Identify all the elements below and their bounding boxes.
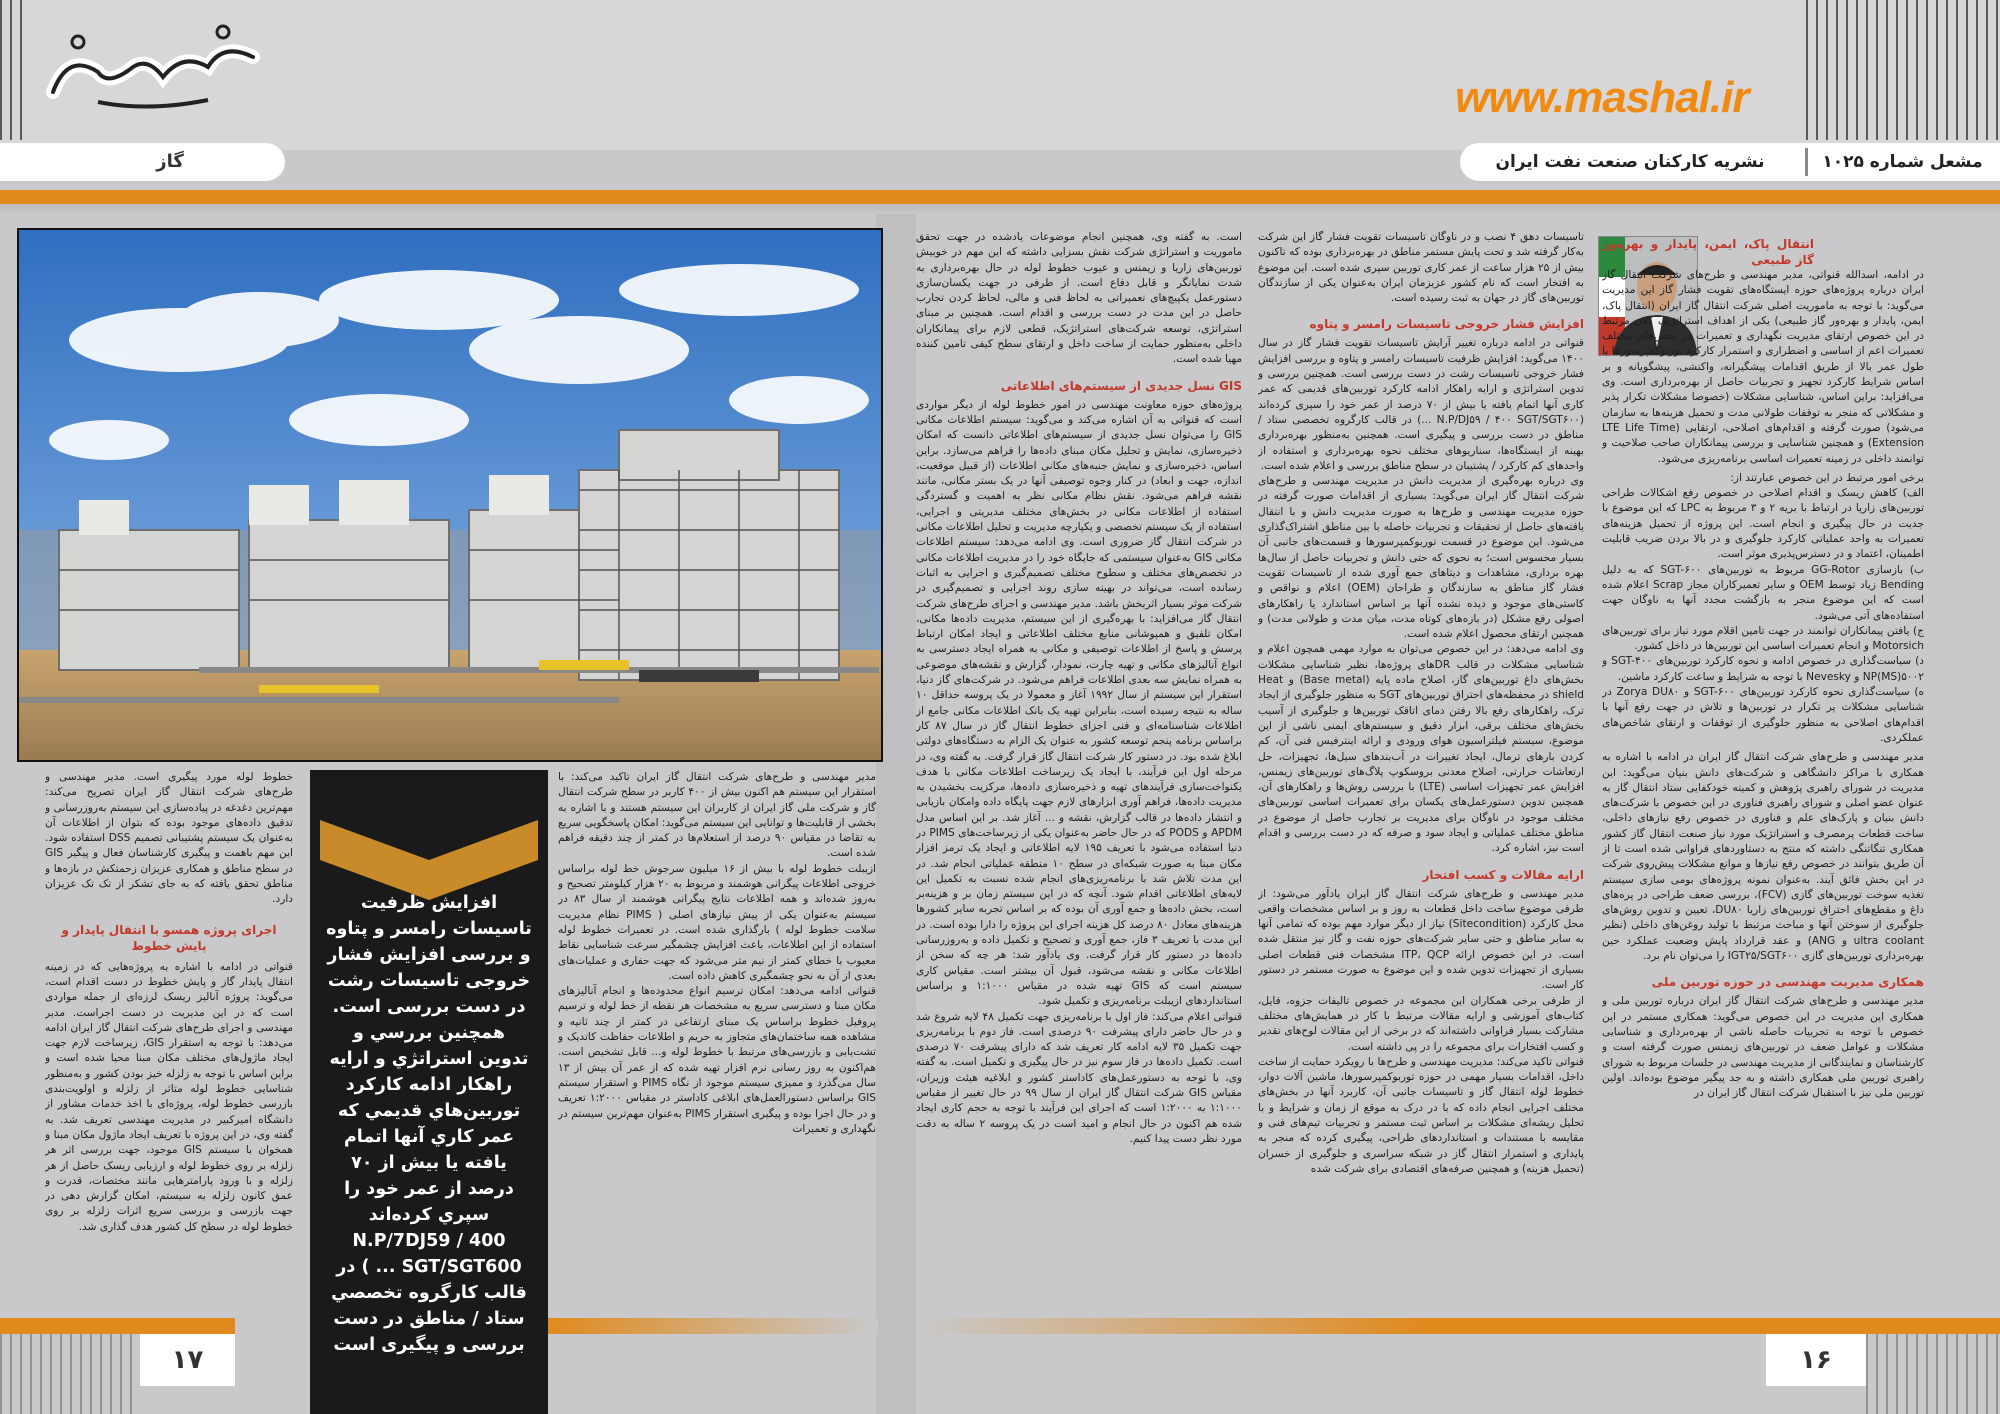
right-col3-paragraph-1: است. به گفته وی، همچنین انجام موضوعات یادشده در جهت تحقق ماموریت و استراتژی شرکت نقش بسزایی داشته که این مهم در خوبیش توربین‌های زاریا و زیمنس و عیوب خطوط لوله در حال بهره‌برداری به شدت نمایانگر و قابل دفاع است. از طرفی در جهت یکسان‌سازی دستورعمل یکپیچ‌های تعمیراتی به لحاظ فنی و مالی، لحاظ کردن تجارب حاصل در این مدت در دست بررسی و اقدام است. همچنین بر مبنای استراتژی، توسعه شرکت‌های استراتژیک، قطعی لازم برای پیمانکاران داخلی به‌منظور حمایت از ساخت داخل و ارتقای سطح کیفی تامین کننده مهیا شده است. <box>916 231 1242 366</box>
left-footer-bar-ext <box>548 1318 878 1334</box>
left-footer-bar <box>0 1318 235 1334</box>
decorative-stripes-right <box>1806 0 2000 140</box>
pull-quote-panel <box>310 770 548 1414</box>
header-divider <box>1805 148 1808 176</box>
left-col1-paragraph: مدیر مهندسی و طرح‌های شرکت انتقال گاز ایران تاکید می‌کند: با استقرار این سیستم هم اکنون بیش از ۴۰۰ کاربر در سطح شرکت انتقال گاز و شرکت ملی گاز ایران از کاربران این سیستم هستند و با اشاره به بخشی از قابلیت‌ها و توانایی این سیستم می‌گوید: امکان پاسخگویی سریع به تقاضا در مقیاس ۹۰ درصد از استعلام‌ها در کمتر از چند دقیقه فراهم شده است. ازیبلت خطوط لوله با بیش از ۱۶ میلیون سرجوش خط لوله براساس خروجی اطلاعات پیگرانی هوشمند و مربوط به ۲۰ هزار کیلومتر تصحیح و به‌روز شده‌اند و همه اطلاعات نتایج پیگرانی هوشمند از سال ۸۳ در سیستم به‌عنوان یکی از پیش نیازهای اصلی ( PIMS نظام مدیریت سلامت خطوط لوله ) بارگذاری شده است. در تعمیرات خطوط لوله استفاده از این اطلاعات، باعث افزایش چشمگیر سرعت شناسایی نقاط معیوب با خطای کمتر از نیم متر می‌شود که جهت حفاری و عملیات‌های بعدی از آن به نحو چشمگیری کاهش داده است. قنواتی ادامه می‌دهد: امکان ترسیم انواع محدوده‌ها و انجام آنالیزهای مکان مبنا و دسترسی سریع به مشخصات هر نقطه از خط لوله و ترسیم پروفیل خطوط براساس یک مبنای ارتفاعی در کمتر از چند ثانیه و مشاهده همه ساختمان‌های متجاوز به حریم و اطلاعات حفاظت کاتدیک و تشت‌یابی و بازرسی‌های مرتبط با خطوط لوله و... قابل تشخیص است. هم‌اکنون به روز رسانی نرم افزار تهیه شده که از عمر آن بیش از ۱۳ سال می‌گذرد و ممیزی سیستم موجود از نگاه PIMS و استقرار سیستم GIS براساس دستورالعمل‌های ابلاغی کاداستر در مقیاس ۱:۲۰۰۰ تعریف و در حال اجرا بوده و پیگیری استقرار PIMS به‌عنوان مهم‌ترین سیستم در نگهداری و تعمیرات <box>558 771 876 1135</box>
right-col2-paragraph-2: قنواتی در ادامه درباره تغییر آرایش تاسیسات تقویت فشار گاز در سال ۱۴۰۰ می‌گوید: افزایش ظرفیت تاسیسات رامسر و پتاوه و بررسی افزایش فشار خروجی تاسیسات رشت در دست بررسی است. همچنین بررسی و تدوین استراتژی و ارایه راهکار ادامه کارکرد توربین‌های قدیمی که عمر کاری آنها اتمام یافته یا بیش از ۷۰ درصد از عمر خود را سپری کرده‌اند (N.P/DJ۵۹ / ۴۰۰ SGT/SGT۶۰۰ ...) در قالب کارگروه تخصصی ستاد / مناطق در دست بررسی و پیگیری است. همچنین به‌منظور بهره‌برداری بهینه از ایستگاه‌ها، سناریوهای مختلف نحوه بهره‌برداری و استفاده از واحدهای کم کارکرد / پشتیبان در سطح مناطق بررسی و اعلام شده است. وی درباره بهره‌گیری از مدیریت دانش در مدیریت مهندسی و طرح‌های شرکت انتقال گاز ایران می‌گوید: بسیاری از اقدامات صورت گرفته در حوزه مدیریت مهندسی و طرح‌ها به صورت مدیریت دانش و با انتقال یافته‌های حاصل از تحقیقات و تجربیات حاصله با بین مناطق اشتراک‌گذاری می‌شود. این موضوع در قسمت توربوکمپرسورها و قسمت‌های جانبی آن بسیار محسوس است؛ به نحوی که حتی دانش و تجربیات حاصل از سال‌ها بهره برداری، مشاهدات و دیتاهای جمع آوری شده از تاسیسات تقویت فشار گاز مناطق به سازندگان و طراحان (OEM) اعلام و نواقص و کاستی‌های موجود و دیده نشده آنها بر اساس استاندارد یا راهکارهای اصولی رفع مشکل (در بازه‌های کوتاه مدت، میان مدت و طولانی مدت) و همچنین ارتقای محصول اعلام شده است. وی ادامه می‌دهد: در این خصوص می‌توان به موارد مهمی همچون اعلام و شناسایی مشکلات در قالب DRهای پروژه‌ها، نظیر شناسایی مشکلات بخش‌های داغ توربین‌های گاز، اصلاح ماده پایه (Base metal) و Heat shield در محفظه‌های احتراق توربین‌های SGT به منظور جلوگیری از ایجاد ترک، راهکارهای رفع بالا رفتن دمای اتاقک توربین‌ها و جلوگیری از آسیب بخش‌های مختلف برقی، ابزار دقیق و سیستم‌های ایمنی ناشی از این موضوع، سیستم فیلتراسیون هوای ورودی و ارائه اینترفیس فنی آن، کم کردن بارهای ترمال، ایجاد تغییرات در آب‌بندهای سیل‌ها، تجهیزات، حل ارتعاشات حرارتی، اصلاح معدنی بروسکوپ پلاگ‌های توربین‌های زیمنس، افزایش عمر تجهیزات اساسی (LTE) با بررسی روش‌ها و راهکارهای آن، همچنین تدوین دستورعمل‌های یکسان برای تعمیرات اساسی توربین‌های مختلف موجود در ناوگان برای مدیریت بر تجارب حاصل از موضوع در مناطق مختلف عملیاتی و ایجاد سود و صرفه که در دست بررسی و اقدام است نیز، اشاره کرد. <box>1258 337 1584 855</box>
right-col1-heading-2: همکاری مدیریت مهندسی در حوزه توربین ملی <box>1651 975 1924 990</box>
publication-name: نشریه کارکنان صنعت نفت ایران <box>1495 152 1765 172</box>
website-url[interactable]: www.mashal.ir <box>1455 73 1749 122</box>
logo[interactable] <box>38 12 268 122</box>
right-page-number: ۱۶ <box>1800 1345 1832 1375</box>
right-page-column-3 <box>916 230 1242 1316</box>
right-col3-paragraph-2: پروژه‌های حوزه معاونت مهندسی در امور خطوط لوله از دیگر مواردی است که قنواتی به آن اشاره می‌کند و می‌گوید: سیستم اطلاعات مکانی GIS را می‌توان نسل جدیدی از سیستم‌های اطلاعاتی دانست که امکان ذخیره‌سازی، نمایش و تحلیل مکان مبنای داده‌ها را فراهم می‌سازد. براین اساس، ذخیره‌سازی و نمایش جنبه‌های مکانی اطلاعات (از قبیل موقعیت، اندازه، جهت و ابعاد) در کنار وجوه توصیفی آنها در یک بستر مکانی، مانند نقشه فراهم می‌شود. نقش نظام مکانی نظر به اهمیت و گستردگی استفاده از اطلاعات مکانی در بخش‌های مختلف مدیریتی و اجرایی، استفاده از یک سیستم تخصصی و یکپارچه مدیریت و تحلیل اطلاعات مکانی در شرکت انتقال گاز ضروری است. وی ادامه می‌دهد: سیستم اطلاعات مکانی GIS به‌عنوان سیستمی که جایگاه خود را در مدیریت اطلاعات مکانی در تخصص‌های مختلف و سطوح مختلف تصمیم‌گیری و اجرایی به اثبات رسانده است، می‌تواند در بهینه سازی روند اجرایی و تصمیم‌گیری در شرکت موثر بسیار اثربخش باشد. مدیر مهندسی و اجرای طرح‌های شرکت انتقال گاز می‌افزاید: با بهره‌گیری از این سیستم، مدیریت داده‌ها مکانی، امکان تلفیق و همپوشانی منابع مختلف اطلاعاتی و ایجاد امکان ارتباط پرسش و پاسخ از اطلاعات توصیفی و مکانی به همراه ایجاد دسترسی به انواع آنالیزهای مکانی و تهیه چارت، نمودار، گزارش و نقشه‌های موضوعی به همراه نمایش سه بعدی اطلاعات فراهم می‌شود. در شرکت‌های گاز دنیا، استقرار این سیستم از سال ۱۹۹۲ آغاز و معمولا در یک پروسه حداقل ۱۰ ساله به نتیجه رسیده است، بنابراین تهیه یک بانک اطلاعات مکانی جامع از اطلاعات شناسنامه‌ای و فنی اجزای خطوط انتقال گاز در سال ۸۷ کار براساس برنامه پنجم توسعه کشور به عنوان یک الزام به دستگاه‌های دولتی ابلاغ شده بود. در دستور کار شرکت انتقال گاز قرار گرفت. به گفته وی، در مرحله اول این فرآیند، با ایجاد یک زیرساخت اطلاعات مکانی با هدف یکنواخت‌سازی فرآیندهای تهیه و ذخیره‌سازی داده‌ها، مرکزیت بخشیدن به مدیریت داده‌ها، فراهم آوری ابزارهای لازم جهت پایگاه داده وامکان بازیابی و انتشار داده‌ها در قالب گزارش، نقشه و ... آغاز شد. بر این اساس مدل APDM و PODS که در حال حاضر به‌عنوان یکی از زیرساخت‌های PIMS در دنیا استفاده می‌شود با تعریف ۱۹۵ لایه اطلاعاتی و ایجاد یک ترمز افزار مکان مبنا به صورت شبکه‌ای در سطح ۱۰ منطقه عملیاتی انجام شد. در این مدت تلاش شد با برنامه‌ریزی‌های انجام شده نسبت به تکمیل این لایه‌های اطلاعاتی اقدام شود. آنچه که در این سیستم زمان بر و هزینه‌بر است، بخش داده‌ها و جمع آوری آن بوده که بر اساس تجربه سایر کشورها هزینه‌های معادل ۸۰ درصد کل هزینه اجرای این پروژه را دارا بوده است. در این مدت با تعریف ۳ فاز، جمع آوری و تصحیح و تکمیل داده و به‌روزرسانی داده‌ها در دستور کار قرار گرفت. وی یادآور شد: هر چه که سخن از اطلاعات مکانی و نقشه می‌شود، قبول آن بیشتر است. مقیاس کاری سیستم است که GIS تهیه شده در مقیاس ۱:۱۰۰۰ و براساس استانداردهای ازیبلت برنامه‌ریزی و تکمیل شود. قنواتی اعلام می‌کند: فاز اول با برنامه‌ریزی جهت تکمیل ۴۸ لایه شروع شد و در حال حاضر دارای پیشرفت ۹۰ درصدی است. فاز دوم با برنامه‌ریزی جهت تکمیل ۳۵ لایه ادامه کار تعریف شد که دارای پیشرفت ۷۰ درصدی است. تکمیل داده‌ها در فاز سوم نیز در حال پیگیری و تکمیل است. به گفته وی، با توجه به دستورعمل‌های کاداستر کشور و ابلاغیه هیئت وزیران، مقیاس GIS شرکت انتقال گاز ایران از سال ۹۹ در حال تغییر از مقیاس ۱:۱۰۰۰ به ۱:۲۰۰۰ است که اجرای این فرآیند با توجه به حجم کاری ایجاد شده هم اکنون در حال انجام و امید است در یک پروسه ۲ ساله به دقت مورد نظر دست پیدا کنیم. <box>916 398 1242 1145</box>
left-col2-heading: اجرای پروژه همسو با انتقال پایدار و پایش خطوط <box>61 922 277 953</box>
decorative-stripes-left <box>0 0 26 140</box>
compressor-station-photo <box>17 228 883 762</box>
accent-bar-fade <box>0 204 2000 214</box>
left-col2-paragraph-2: قنواتی در ادامه با اشاره به پروژه‌هایی که در زمینه انتقال پایدار گاز و پایش خطوط در دست اقدام است، می‌گوید: پروژه آنالیز ریسک لرزه‌ای از جمله مواردی است که در این مدیریت در دست اجراست. مدیر مهندسی و اجرای طرح‌های شرکت انتقال گاز ایران ادامه می‌دهد: با توجه به استقرار GIS، زیرساخت لازم جهت ایجاد ماژول‌های مختلف مکان مبنا محیا شده است و براین اساس با توجه به زلزله خیز بودن کشور و به‌منظور شناسایی خطوط لوله متاثر از زلزله و اولویت‌بندی بازرسی خطوط لوله، پروژه‌ای با اخذ خدمات مشاور از دانشگاه امیرکبیر در مدیریت مهندسی تعریف شد. به گفته وی، در این پروژه با تعریف ایجاد ماژول مکان مبنا و همخوان با سیستم GIS موجود، جهت بررسی اثر هر زلزله بر روی خطوط لوله و ارزیابی ریسک حاصل از هر زلزله و با ورود پارامترهایی مانند مختصات، قدرت و عمق کانون زلزله به سیستم، امکان گزارش دهی در جهت بازرسی و بررسی سریع اثرات زلزله بر روی خطوط لوله در سطح کل کشور هدف گذاری شد. <box>45 960 293 1233</box>
right-col1-heading-1: انتقال پاک، ایمن، پایدار و بهره‌ور گاز طبیعی <box>1602 237 1814 267</box>
right-col2-heading-1: افزایش فشار خروجی تاسیسات رامسر و پتاوه <box>1309 317 1584 332</box>
right-footer-bar <box>916 1318 1766 1334</box>
right-col1-paragraph-2: برخی امور مرتبط در این خصوص عبارتند از: الف) کاهش ریسک و اقدام اصلاحی در خصوص رفع اشکالات طراحی توربین‌های زاریا در ارتباط با بریه ۲ و ۳ مربوط به LPC که این موضوع با جدیت در حال پیگیری و انجام است. این پروژه از تحمیل هزینه‌های تعمیرات به واحد عملیاتی کارکرد جلوگیری و در بالا بردن ضریب قابلیت اطمینان، اعتماد و در دسترس‌پذیری موثر است. ب) بازسازی GG-Rotor مربوط به توربین‌های SGT-۶۰۰ که به دلیل Bending زیاد توسط OEM و سایر تعمیرکاران مجاز Scrap اعلام شده است که این موضوع منجر به بازگشت مجدد آنها به ناوگان جهت استفاده‌های آتی می‌شود. ج) یافتن پیمانکاران توانمند در جهت تامین اقلام مورد نیاز برای توربین‌های Motorsich و انجام تعمیرات اساسی این توربین‌ها در داخل کشور. د) سیاست‌گذاری در خصوص ادامه و نحوه کارکرد توربین‌های SGT-۴۰۰ و NP(MS)۵۰۰۲ و Nevesky با توجه به شرایط و ساعت کارکرد ماشین. ه) سیاست‌گذاری نحوه کارکرد توربین‌های SGT-۶۰۰ و Zorya DU۸۰ در شناسایی مشکلات پر تکرار در توربین‌ها و تلاش در جهت رفع آنها با اقدام‌های اصلاحی به منظور جلوگیری از توقفات و ارتقای شاخص‌های عملکردی. <box>1602 471 1924 744</box>
right-col3-heading-1: GIS نسل جدیدی از سیستم‌های اطلاعاتی <box>1000 378 1242 393</box>
section-label: گاز <box>156 151 184 172</box>
left-footer-stripes <box>0 1334 140 1414</box>
left-page-column-1 <box>558 770 876 1310</box>
right-page-column-2 <box>1258 230 1584 1316</box>
left-page-column-2 <box>45 770 293 1310</box>
accent-bar <box>0 190 2000 204</box>
right-page-column-1 <box>1602 236 1924 1316</box>
right-col2-paragraph-3: مدیر مهندسی و طرح‌های شرکت انتقال گاز ایران یادآور می‌شود: از طرفی موضوع ساخت داخل قطعات به روز و بر اساس مشخصات واقعی محل کارکرد (Sitecondition) نیاز از دیگر موارد مهم بوده که تمامی آنها به سایر مناطق و حتی سایر شرکت‌های حوزه نفت و گاز نیز منتقل شده است. در این خصوص ارائه ITP، QCP مشخصات فنی قطعات اصلی بسیاری از تجهیزات تدوین شده و این موضوع به صورت مستمر در دستور کار است. از طرفی برخی همکاران این مجموعه در خصوص تالیفات جزوه، فایل، کتاب‌های آموزشی و ارایه مقالات مرتبط با کار در همایش‌های مختلف مشارکت بسیار فراوانی داشته‌اند که در برخی از این مقالات لوح‌های تقدیر و کسب افتخارات برای مجموعه را در پی داشته است. قنواتی تاکید می‌کند: مدیریت مهندسی و طرح‌ها با رویکرد حمایت از ساخت داخل، اقدامات بسیار مهمی در حوزه توربوکمپرسورها، ماشین آلات دوار، خطوط لوله انتقال گاز و تاسیسات جانبی آن، کاربرد آنها در بخش‌های مختلف اجرایی انجام داده که با در درک به موقع از زمان و شرایط و با تحلیل ریشه‌ای مشکلات بر اساس ثبت مستمر و تجربیات تیم‌های فنی و مقایسه با مستندات و استانداردهای طراحی، پیگیری کرده که منجر به پایداری و استمرار انتقال گاز در شبکه سراسری و جلوگیری از خسران (تحمیل هزینه) و همچنین صرفه‌های اقتصادی برای شرکت شده <box>1258 887 1584 1175</box>
logo-graphic <box>38 12 268 122</box>
right-footer-bar-end <box>1766 1318 2000 1334</box>
right-col2-heading-2: ارایه مقالات و کسب افتخار <box>1422 867 1584 882</box>
right-col1-paragraph-3: مدیر مهندسی و طرح‌های شرکت انتقال گاز ایران در ادامه با اشاره به همکاری با مراکز دانشگاهی و شرکت‌های دانش بنیان می‌گوید: این مدیریت در شورای راهبری پژوهش و کمیته خودکفایی ستاد انتقال گاز به عنوان عضو اصلی و شورای راهبری فناوری در این خصوص با شرکت‌های دانش بنیان و پارک‌های علم و فناوری در خصوص رفع نیازهای داخلی، ساخت قطعات پرمصرف و استراتژیک مورد نیاز صنعت انتقال گاز کشور همکاری تنگاتنگی داشته که منتج به دستاوردهای فراوانی شده است تا از آن طریق بتوانند در خصوص رفع نیازها و موانع مشکلات پیش‌روی شرکت در این بخش فائق آیند. به‌عنوان نمونه پروژه‌های بومی سازی سیستم تغذیه سوخت توربین‌های گازی (FCV)، بررسی ضعف طراحی در پره‌های داغ و مقطع‌های احتراق توربین‌های زاریا DU۸۰، تعیین و تدوین روش‌های جلوگیری از سوختن آنها و مباحث مرتبط با تولید روغن‌های داخلی (نظیر ultra coolant و ANG) و عقد قرارداد پایش وضعیت عملکرد حین بهره‌برداری توربین‌های گازی IGT۲۵/SGT۶۰۰ را می‌توان نام برد. <box>1602 751 1924 963</box>
left-page-number: ۱۷ <box>171 1345 204 1375</box>
right-col1-paragraph-4: مدیر مهندسی و طرح‌های شرکت انتقال گاز ایران درباره توربین ملی و همکاری این مدیریت در این خصوص می‌گوید: همکاری مستمر در این خصوص با توجه به تجربیات حاصله ناشی از بهره‌برداری و شناسایی مشکلات و عوامل ضعف در توربین‌های زیمنس صورت گرفته است و کارشناسان و نمایندگانی از مدیریت مهندسی در جلسات مربوط به شورای راهبری توربین ملی همکاری داشته و به جد پیگیر موضوع بوده‌اند. اولین توربین ملی نیز با استقبال شرکت انتقال گاز ایران در <box>1602 995 1924 1100</box>
pull-quote-text: افزایش ظرفیت تاسیسات رامسر و پتاوه و بررسی افزایش فشار خروجی تاسیسات رشت در دست بررسی است. همچنین بررسي و تدوين استراتژي و ارايه راهكار ادامه كاركرد توربين‌هاي قديمي كه عمر كاري آنها اتمام يافته يا بيش از ۷۰ درصد از عمر خود را سپري كرده‌اند N.P/7DJ59 / 400 SGT/SGT600 ... ) در قالب کارگروه تخصصي ستاد / مناطق در دست بررسی و پیگیری است <box>326 893 532 1355</box>
right-col1-paragraph-1: در ادامه، اسدالله قنواتی، مدیر مهندسی و طرح‌های شرکت انتقال گاز ایران درباره پروژه‌های حوزه ایستگاه‌های تقویت فشار گاز این مدیریت می‌گوید: با توجه به ماموریت اصلی شرکت انتقال گاز ایران (انتقال پاک، ایمن، پایدار و بهره‌ور گاز طبیعی) یکی از اهداف استراتژیک کلان مرتبط در این خصوص ارتقای مدیریت نگهداری و تعمیرات در بخش‌های مختلف تعمیرات اعم از اساسی و اضطراری و استمرار کارکرد توربوکمپرسورها با طول عمر بالا از طریق اقدامات پیشگیرانه، واکنشی، پیشگویانه و بر اساس شرایط کارکرد تجهیز و تجربیات حاصل از بهره‌برداری است. وی می‌افزاید: براین اساس، شناسایی مشکلات (خصوصا مشکلات تکرار پذیر و مشکلاتی که منجر به توقفات طولانی مدت و تحمیل هزینه‌ها به سازمان می‌شود) صورت گرفته و اقدام‌های اصلاحی، ارتقایی (LTE Life Time Extension) و همچنین شناسایی و بررسی پیمانکاران صاحب صلاحیت و توانمند داخلی در زمینه تعمیرات اساسی برنامه‌ریزی می‌شود. <box>1602 269 1924 465</box>
right-footer-stripes <box>1866 1334 2000 1414</box>
right-col2-paragraph-1: تاسیسات دهق ۴ نصب و در ناوگان تاسیسات تقویت فشار گاز این شرکت به‌کار گرفته شد و تحت پایش مستمر مناطق در بهره‌برداری بوده که تاکنون بیش از ۲۵ هزار ساعت از عمر کاری توربین سپری شده است. این موضوع به افتخار است که نام کشور عزیزمان ایران به‌عنوان یکی از سازندگان توربین‌های گاز در جهان به ثبت رسیده است. <box>1258 231 1584 305</box>
issue-number: مشعل شماره ۱۰۲۵ <box>1822 152 1983 172</box>
left-col2-paragraph-1: خطوط لوله مورد پیگیری است. مدیر مهندسی و طرح‌های شرکت انتقال گاز ایران تصریح می‌کند: مهم‌ترین دغدغه در پیاده‌سازی این سیستم به‌روزرسانی و تدقیق داده‌های موجود بوده که بتوان از اطلاعات آن به‌عنوان یک سیستم پشتیبانی تصمیم DSS استفاده شود. این مهم باهمت و پیگیری کارشناسان فعال و پیگیر GIS در سطح مناطق و همکاری عزیزان زحمتکش در بازه‌ها و مناطق تحقق یافته که به جای تشکر از تک تک عزیزان دارد. <box>45 771 293 906</box>
